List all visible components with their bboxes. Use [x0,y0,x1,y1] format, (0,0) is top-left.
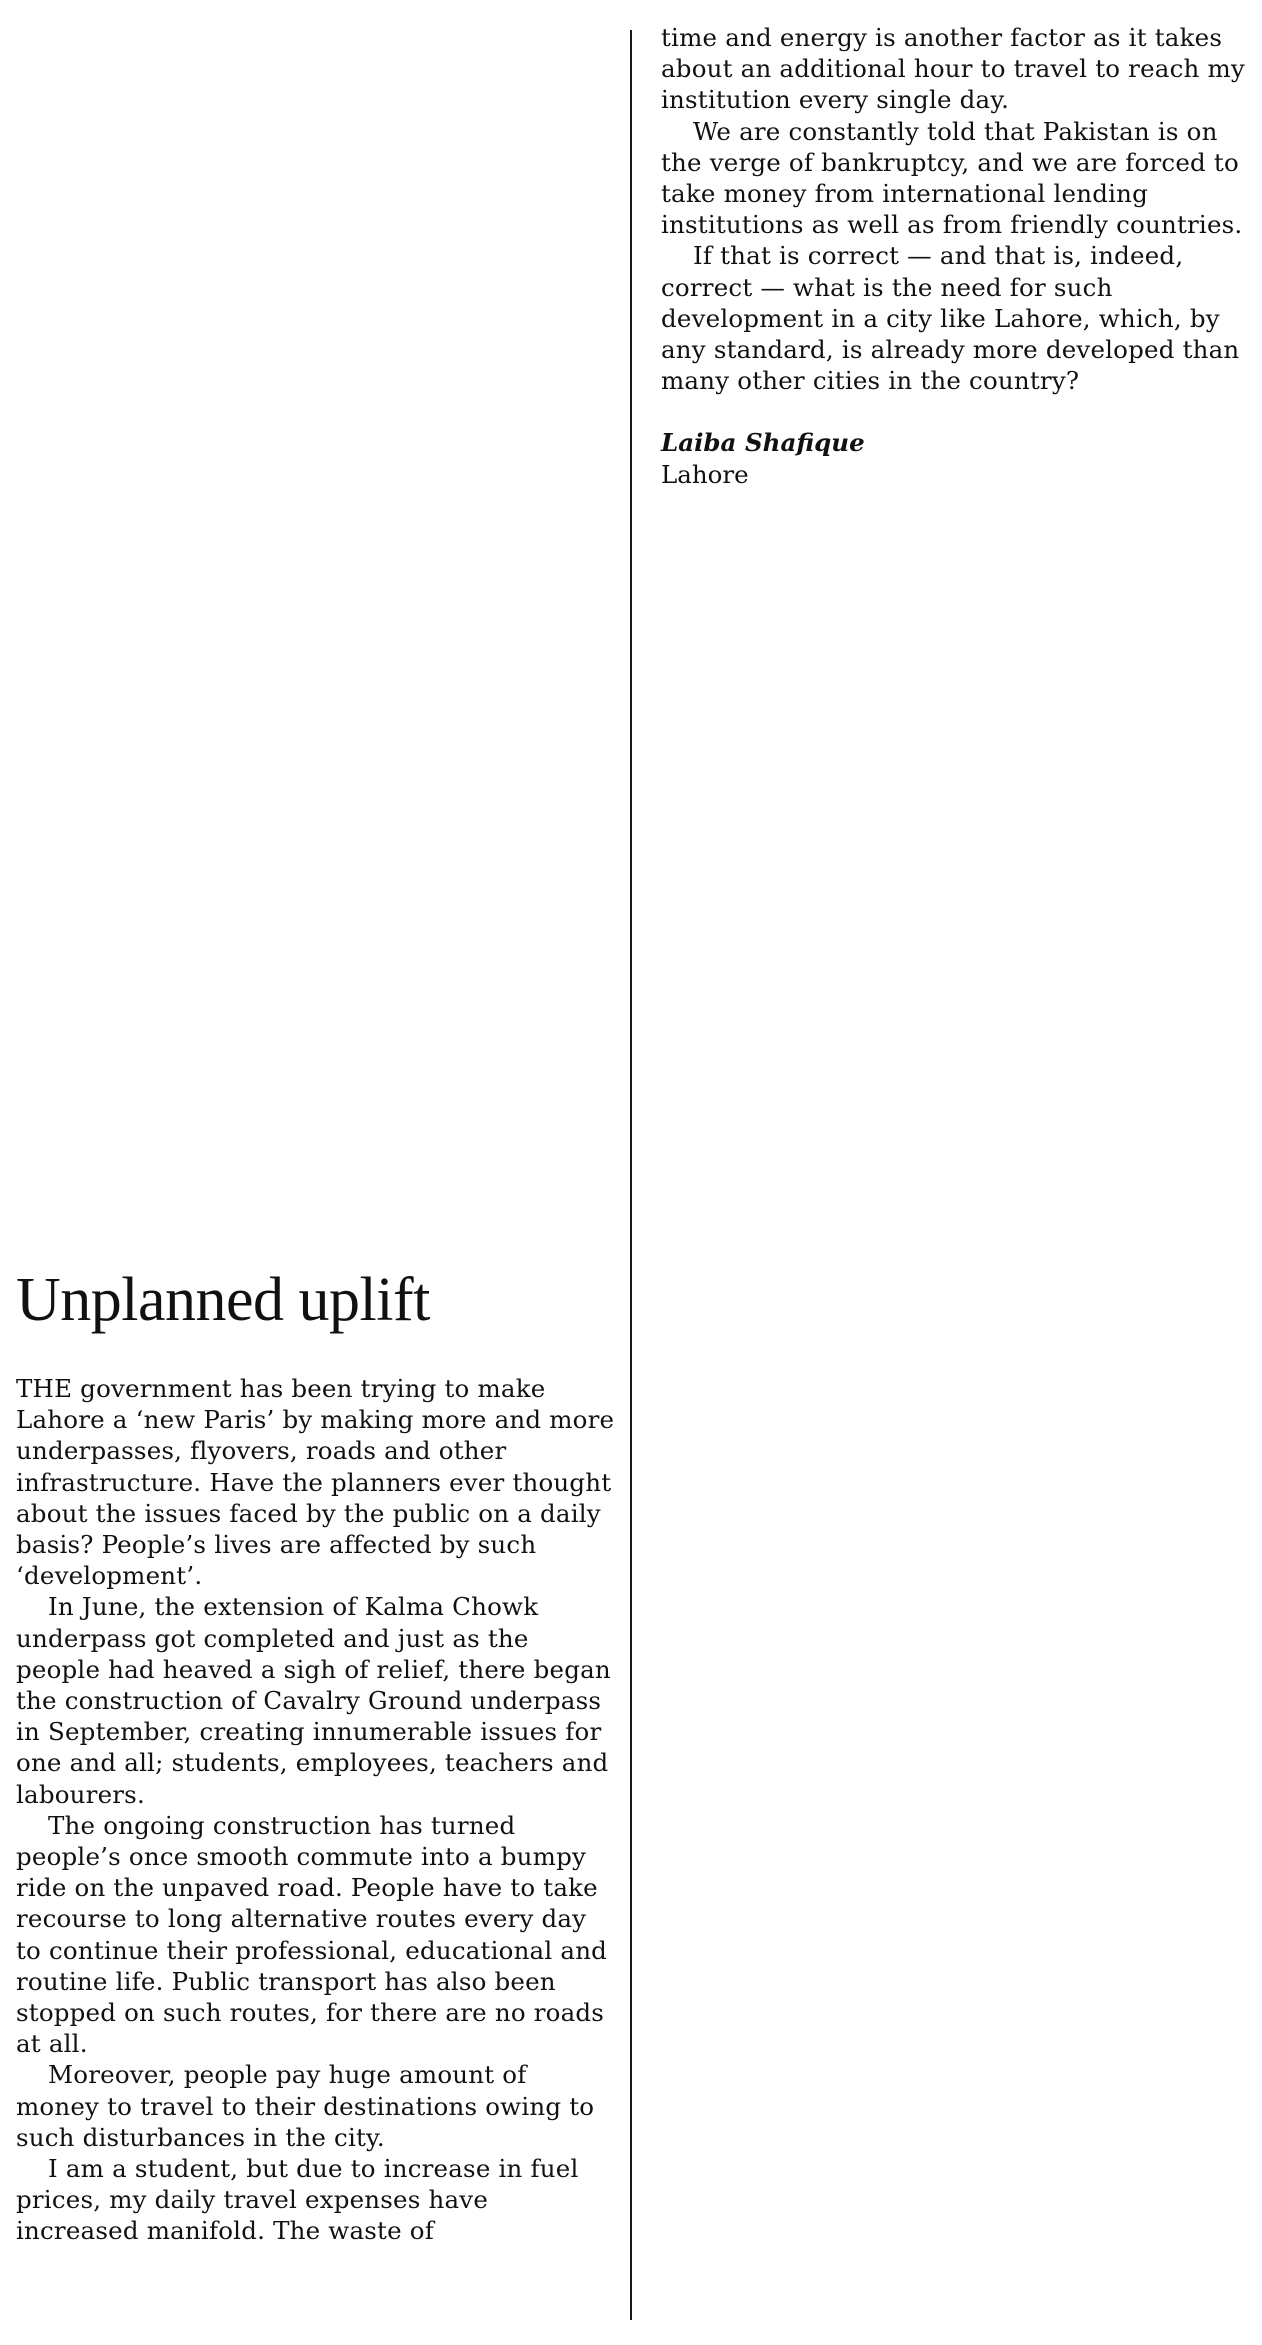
paragraph-student: I am a student, but due to increase in fuel prices, my daily travel expenses have increased manifold. The waste of [16,2154,579,2246]
left-column [16,1265,616,2247]
paragraph-continuation: time and energy is another factor as it takes about an additional hour to travel to reach my institution every single day. [661,23,1245,115]
headline: Unplanned uplift [16,1266,430,1334]
paragraph-construction: The ongoing construction has turned people’s once smooth commute into a bumpy ride on the unpaved road. People have to take recourse to long alternative routes every day to continue their professional, educational and routine life. Public transport has also been stopped on such routes, for there are no roads at all. [16,1810,608,2059]
paragraph-question: If that is correct — and that is, indeed, correct — what is the need for such development in a city like Lahore, which, by any standard, is already more developed than many other cities in the country? [661,241,1240,396]
author-name: Laiba Shafique [661,428,865,458]
paragraph-bankruptcy: We are constantly told that Pakistan is on the verge of bankruptcy, and we are forced to take money from international lending institutions as well as from friendly countries. [661,116,1243,240]
paragraph-money: Moreover, people pay huge amount of money to travel to their destinations owing to such disturbances in the city. [16,2060,595,2152]
column-divider [630,30,632,2320]
author-city: Lahore [661,459,749,489]
paragraph-intro: THE government has been trying to make Lahore a ‘new Paris’ by making more and more underpasses, flyovers, roads and other infrastructure. Have the planners ever thought about the issues faced by the public on a daily basis? People’s lives are affected by such ‘development’. [16,1374,615,1591]
right-column [661,22,1251,490]
paragraph-underpass: In June, the extension of Kalma Chowk underpass got completed and just as the people had heaved a sigh of relief, there began the construction of Cavalry Ground underpass in September, creating innumerable issues for one and all; students, employees, teachers and labourers. [16,1592,611,1809]
